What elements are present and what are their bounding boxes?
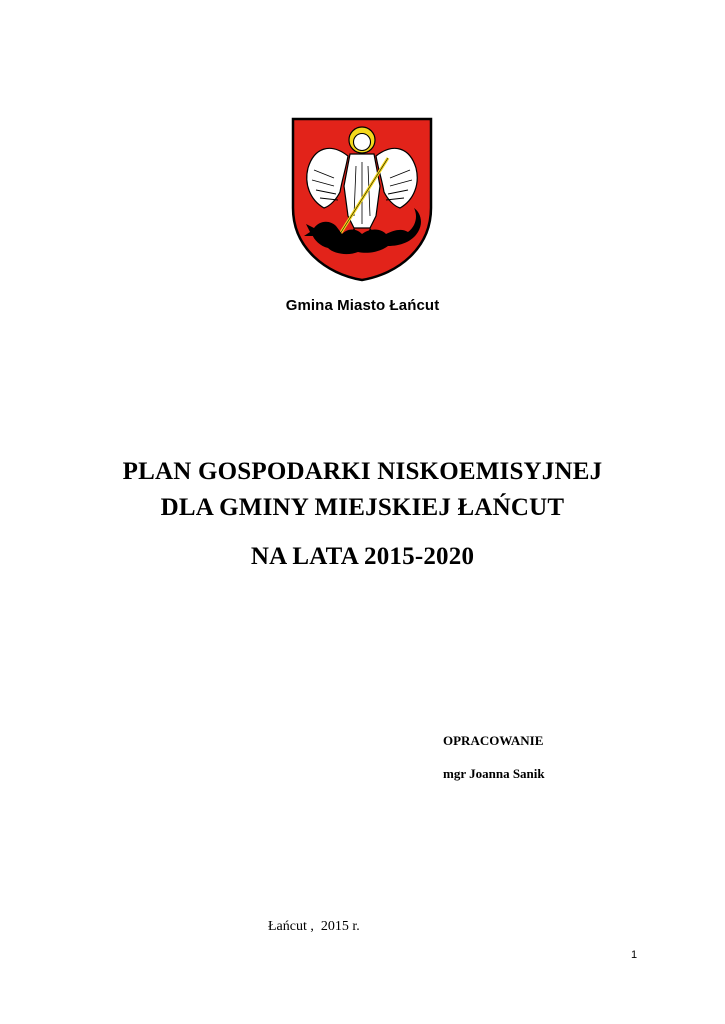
coat-of-arms-icon [290, 116, 434, 282]
document-title-line-3: NA LATA 2015-2020 [250, 543, 475, 570]
municipality-name: Gmina Miasto Łańcut [285, 297, 440, 314]
document-title-line-1: PLAN GOSPODARKI NISKOEMISYJNEJ [122, 458, 603, 485]
author-name: mgr Joanna Sanik [443, 766, 545, 781]
place-and-date: Łańcut , 2015 r. [268, 919, 360, 934]
page-number: 1 [631, 949, 638, 961]
prepared-by-label: OPRACOWANIE [443, 733, 544, 748]
document-title-line-2: DLA GMINY MIEJSKIEJ ŁAŃCUT [160, 494, 565, 521]
